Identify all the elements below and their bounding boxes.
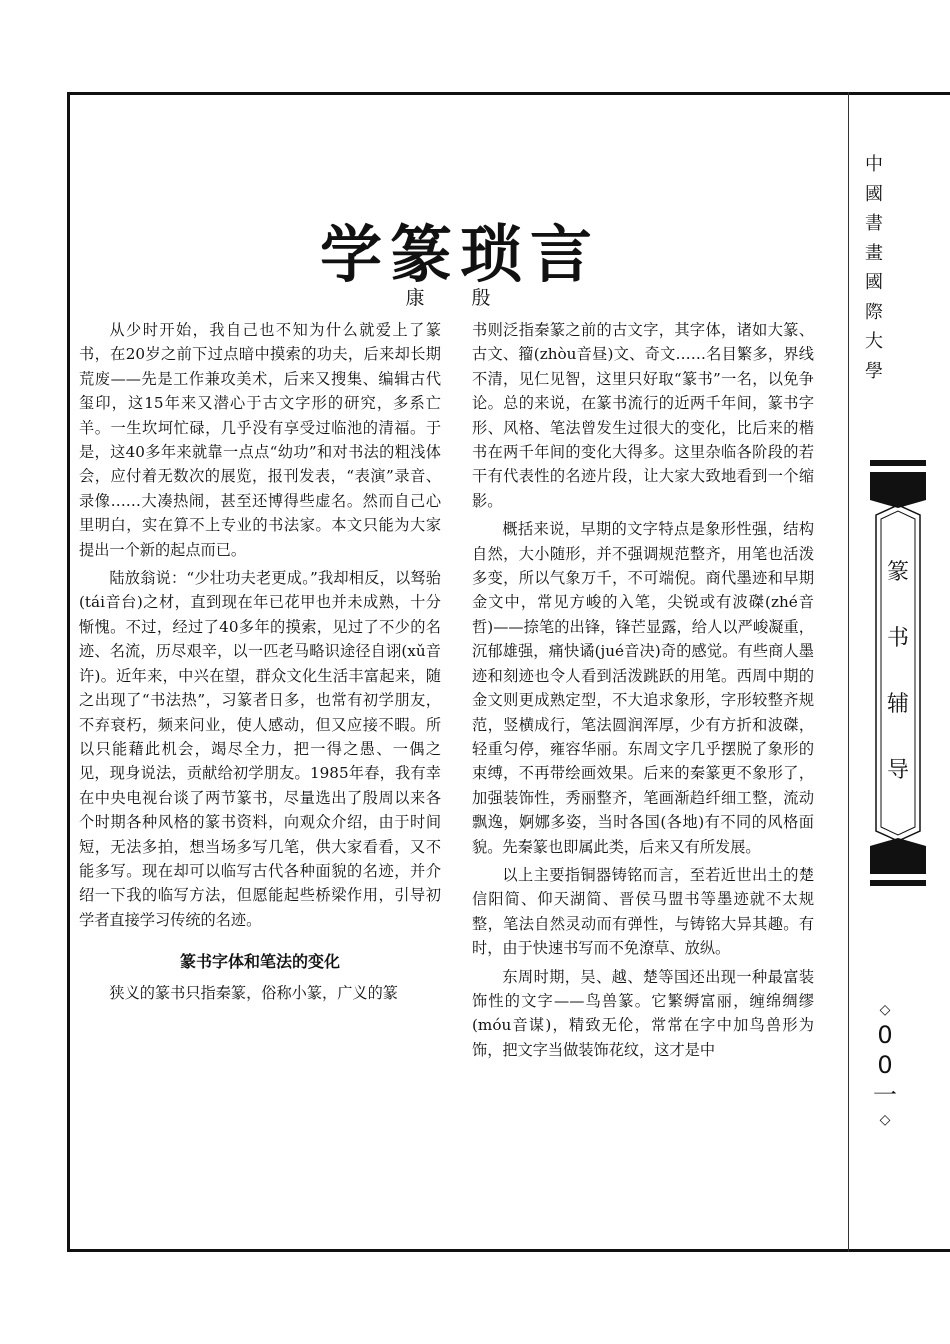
page-number: ◇ 0 0 一 ◇ [873,1002,897,1128]
paragraph: 概括来说，早期的文字特点是象形性强，结构自然，大小随形，并不强调规范整齐，用笔也活泼多变，所以气象万千，不可端倪。商代墨迹和早期金文中，常见方峻的入笔，尖锐或有波磔(zhé音哲)——捺笔的出锋，锋芒显露，给人以严峻凝重，沉郁雄强，痛快谲(jué音决)奇的感觉。有些商人墨迹和刻迹也令人看到活泼跳跃的用笔。西周中期的金文则更成熟定型，不大追求象形，字形较整齐规范，竖横成行，笔法圆润浑厚，少有方折和波磔，轻重匀停，雍容华丽。东周文字几乎摆脱了象形的束缚，不再带绘画效果。后来的秦篆更不象形了，加强装饰性，秀丽整齐，笔画渐趋纤细工整，流动飘逸，婀娜多姿，当时各国(各地)有不同的风格面貌。先秦篆也即属此类，后来又有所发展。 [472,520,814,856]
paragraph: 以上主要指铜器铸铭而言，至若近世出土的楚信阳简、仰天湖简、晋侯马盟书等墨迹就不太规整，笔法自然灵动而有弹性，与铸铭大异其趣。有时，由于快速书写而不免潦草、放纵。 [472,865,814,958]
side-divider [848,92,849,1252]
left-column [79,318,441,1009]
plaque-bottom-ornament [870,836,926,886]
right-column [472,318,814,1066]
section-heading: 篆书字体和笔法的变化 [179,952,340,972]
paragraph: 狭义的篆书只指秦篆，俗称小篆，广义的篆 [109,983,398,1002]
paragraph: 书则泛指秦篆之前的古文字，其字体，诸如大篆、古文、籀(zhòu音昼)文、奇文……名目繁多，界线不清，见仁见智，这里只好取“篆书”一名，以免争论。总的来说，在篆书流行的近两千年间，篆书字形、风格、笔法曾发生过很大的变化，比后来的楷书在两千年间的变化大得多。这里杂临各阶段的若干有代表性的名迹片段，让大家大致地看到一个缩影。 [472,321,814,510]
paragraph: 陆放翁说：“少壮功夫老更成。”我却相反，以驽骀(tái音台)之材，直到现在年已花甲也并未成熟，十分惭愧。不过，经过了40多年的摸索，见过了不少的名迹、名流，历尽艰辛，以一匹老马略识途径自诩(xǔ音许)。近年来，中兴在望，群众文化生活丰富起来，随之出现了“书法热”，习篆者日多，也常有初学朋友，不弃衰朽，频来问业，使人感动，但又应接不暇。所以只能藉此机会，竭尽全力，把一得之愚、一偶之见，现身说法，贡献给初学朋友。1985年春，我有幸在中央电视台谈了两节篆书，尽量选出了殷周以来各个时期各种风格的篆书资料，向观众介绍，由于时间短，无法多拍，想当场多写几笔，供大家看看，又不能多写。现在却可以临写古代各种面貌的名迹，并介绍一下我的临写方法，但愿能起些桥梁作用，引导初学者直接学习传统的名迹。 [79,569,441,929]
section-label: 篆 书 辅 导 [886,560,909,783]
article-title: 学篆琐言 [319,217,600,291]
plaque-top-ornament [870,460,926,510]
magazine-name: 中 國 書 畫 國 際 大 學 [865,154,883,382]
paragraph: 从少时开始，我自己也不知为什么就爱上了篆书，在20岁之前下过点暗中摸索的功夫，后来却长期荒废——先是工作兼攻美术，后来又搜集、编辑古代玺印，这15年来又潜心于古文字形的研究，多系亡羊。一生坎坷忙碌，几乎没有享受过临池的清福。于是，这40多年来就靠一点点“幼功”和对书法的粗浅体会，应付着无数次的展览，报刊发表，“表演”录音、录像……大凑热闹，甚至还博得些虚名。然而自己心里明白，实在算不上专业的书法家。本文只能为大家提出一个新的起点而已。 [79,321,441,559]
article-author: 康 殷 [405,287,505,309]
paragraph: 东周时期，吴、越、楚等国还出现一种最富装饰性的文字——鸟兽篆。它繁缛富丽，缠绵绸缪(móu音谋)，精致无伦，常常在字中加鸟兽形为饰，把文字当做装饰花纹，这才是中 [472,967,814,1059]
